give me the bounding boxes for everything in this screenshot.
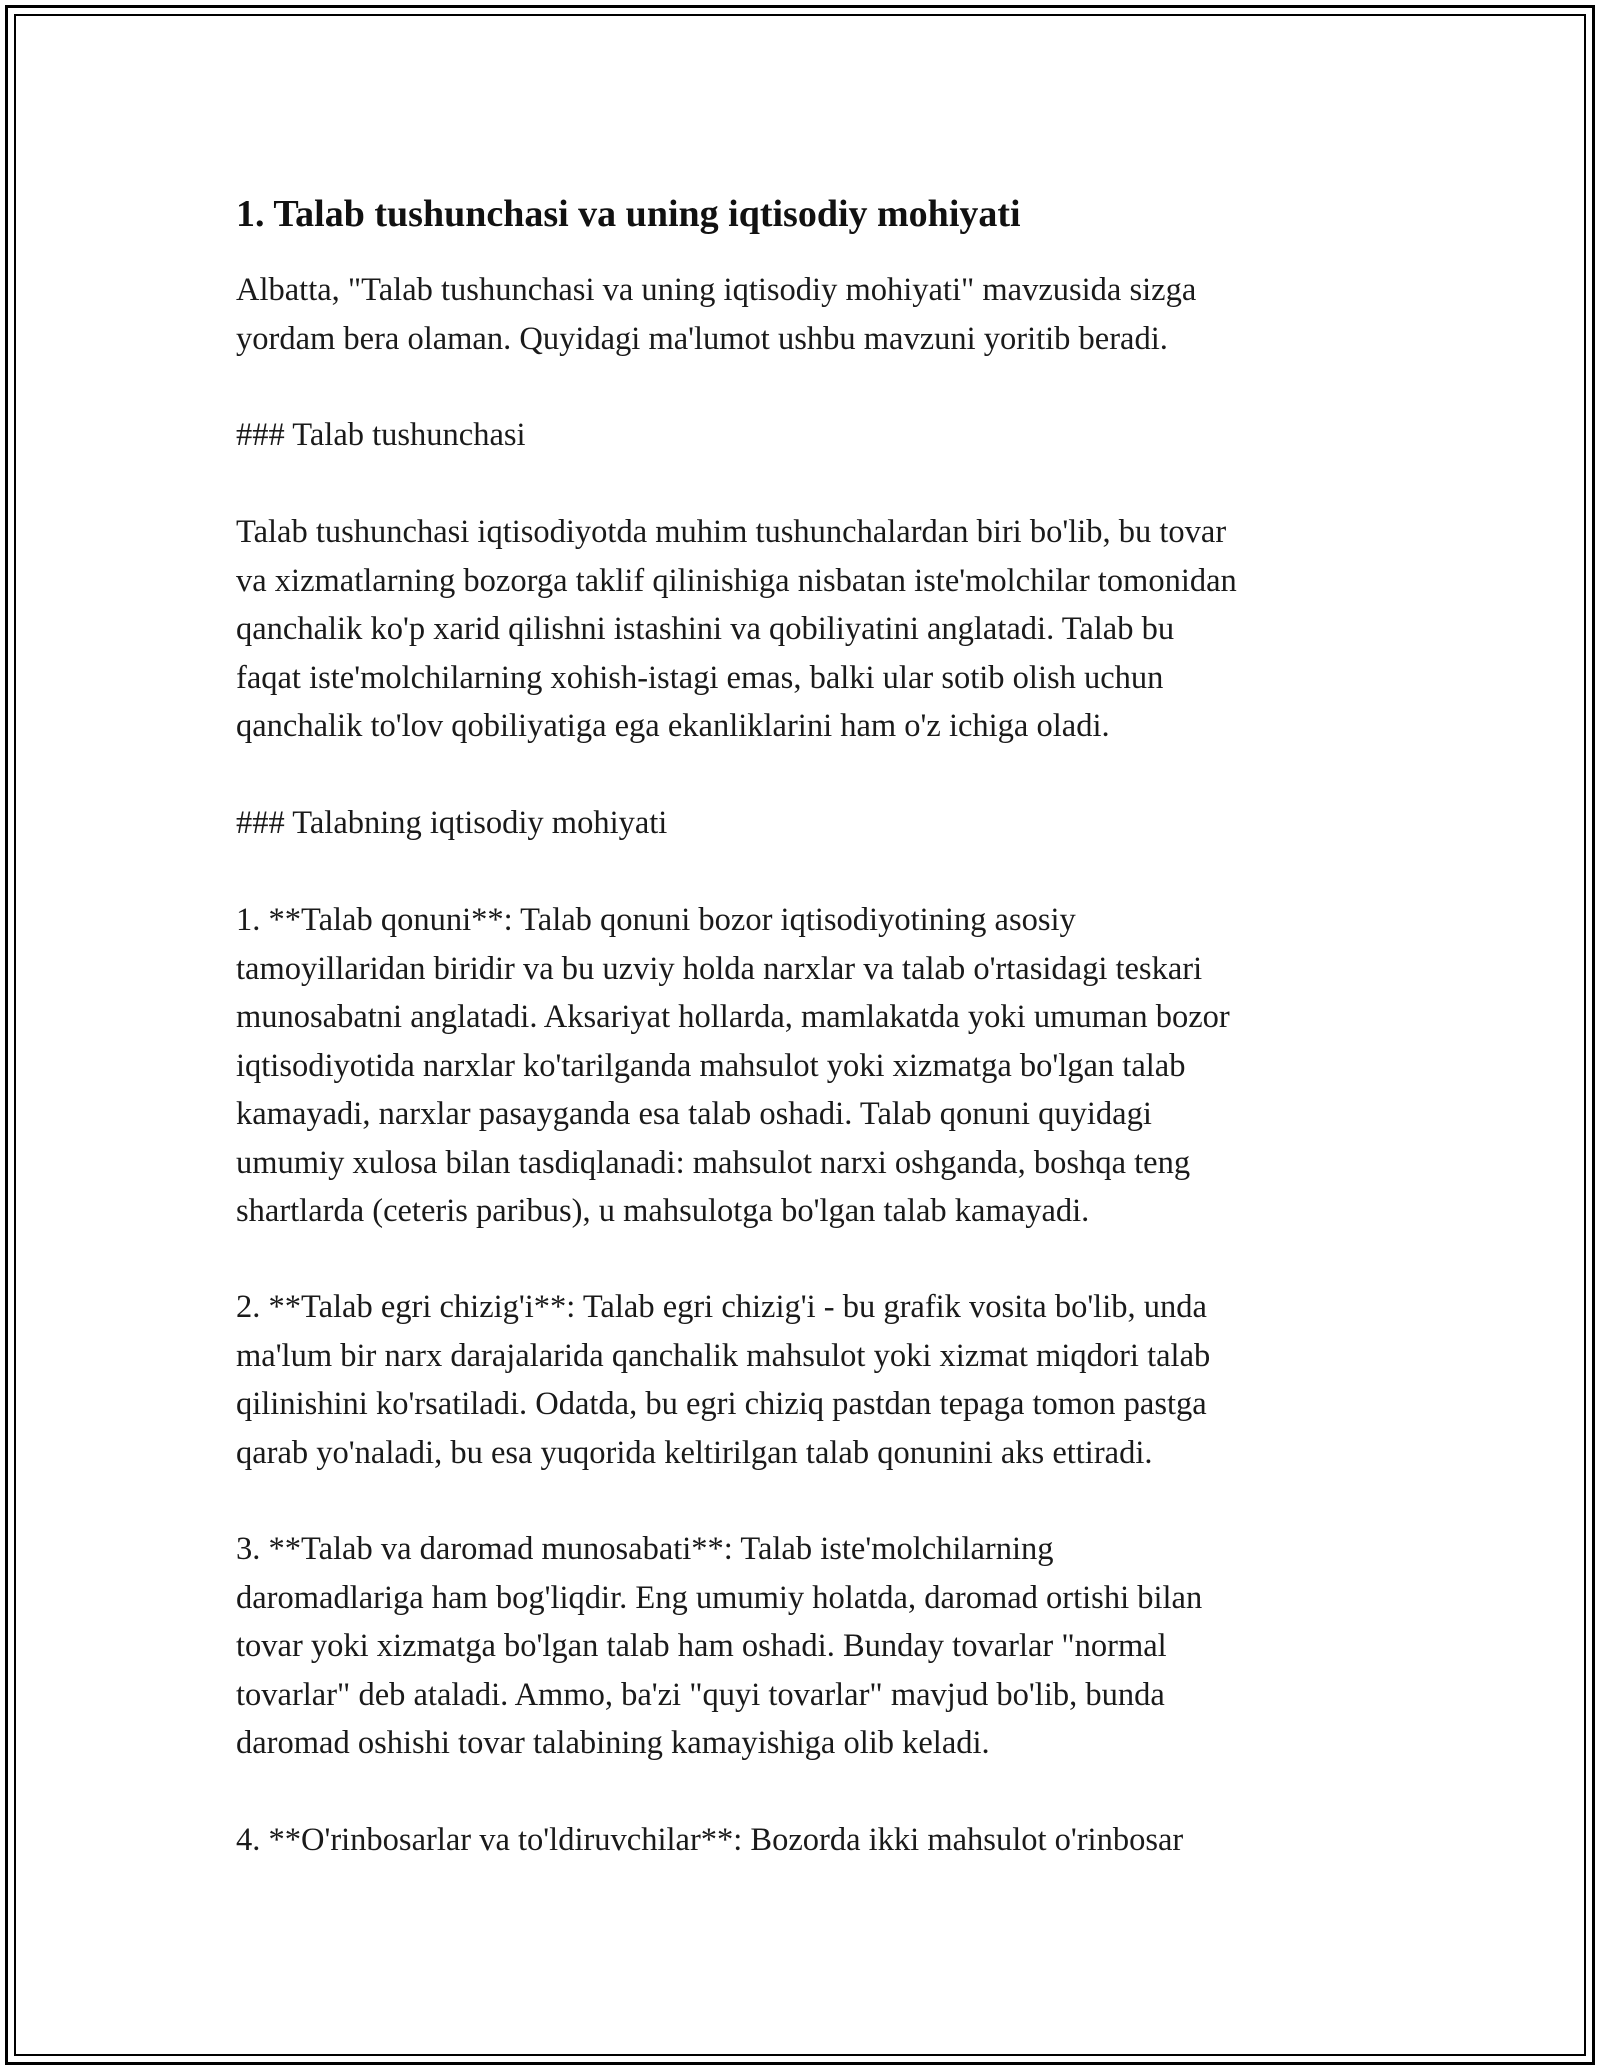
list-item-substitutes: 4. **O'rinbosarlar va to'ldiruvchilar**: Bozorda ikki mahsulot o'rinbosar [236, 1822, 1184, 1858]
list-item-demand-curve: 2. **Talab egri chizig'i**: Talab egri chizig'i - bu grafik vosita bo'lib, unda ma'lum bir narx darajalarida qanchalik mahsulot yoki xizmat miqdori talab qilinishini ko'rsatiladi. Odatda, bu egri chiziq pastdan tepaga tomon pastga qarab yo'naladi, bu esa yuqorida keltirilgan talab qonunini aks ettiradi. [236, 1289, 1211, 1471]
document-title: 1. Talab tushunchasi va uning iqtisodiy mohiyati [236, 193, 1021, 235]
list-item-demand-income: 3. **Talab va daromad munosabati**: Talab iste'molchilarning daromadlariga ham bog'liqdir. Eng umumiy holatda, daromad ortishi bilan tovar yoki xizmatga bo'lgan talab ham oshadi. Bunday tovarlar "normal tovarlar" deb ataladi. Ammo, ba'zi "quyi tovarlar" mavjud bo'lib, bunda daromad oshishi tovar talabining kamayishiga olib keladi. [236, 1531, 1203, 1761]
section-heading-concept: ### Talab tushunchasi [236, 417, 526, 453]
intro-paragraph: Albatta, "Talab tushunchasi va uning iqtisodiy mohiyati" mavzusida sizga yordam bera olaman. Quyidagi ma'lumot ushbu mavzuni yoritib beradi. [236, 272, 1197, 357]
section-heading-essence: ### Talabning iqtisodiy mohiyati [236, 805, 668, 841]
concept-paragraph: Talab tushunchasi iqtisodiyotda muhim tushunchalardan biri bo'lib, bu tovar va xizmatlarning bozorga taklif qilinishiga nisbatan iste'molchilar tomonidan qanchalik ko'p xarid qilishni istashini va qobiliyatini anglatadi. Talab bu faqat iste'molchilarning xohish-istagi emas, balki ular sotib olish uchun qanchalik to'lov qobiliyatiga ega ekanliklarini ham o'z ichiga oladi. [236, 514, 1237, 744]
document-page [236, 186, 1376, 1858]
list-item-demand-law: 1. **Talab qonuni**: Talab qonuni bozor iqtisodiyotining asosiy tamoyillaridan biridir va bu uzviy holda narxlar va talab o'rtasidagi teskari munosabatni anglatadi. Aksariyat hollarda, mamlakatda yoki umuman bozor iqtisodiyotida narxlar ko'tarilganda mahsulot yoki xizmatga bo'lgan talab kamayadi, narxlar pasayganda esa talab oshadi. Talab qonuni quyidagi umumiy xulosa bilan tasdiqlanadi: mahsulot narxi oshganda, boshqa teng shartlarda (ceteris paribus), u mahsulotga bo'lgan talab kamayadi. [236, 902, 1230, 1229]
